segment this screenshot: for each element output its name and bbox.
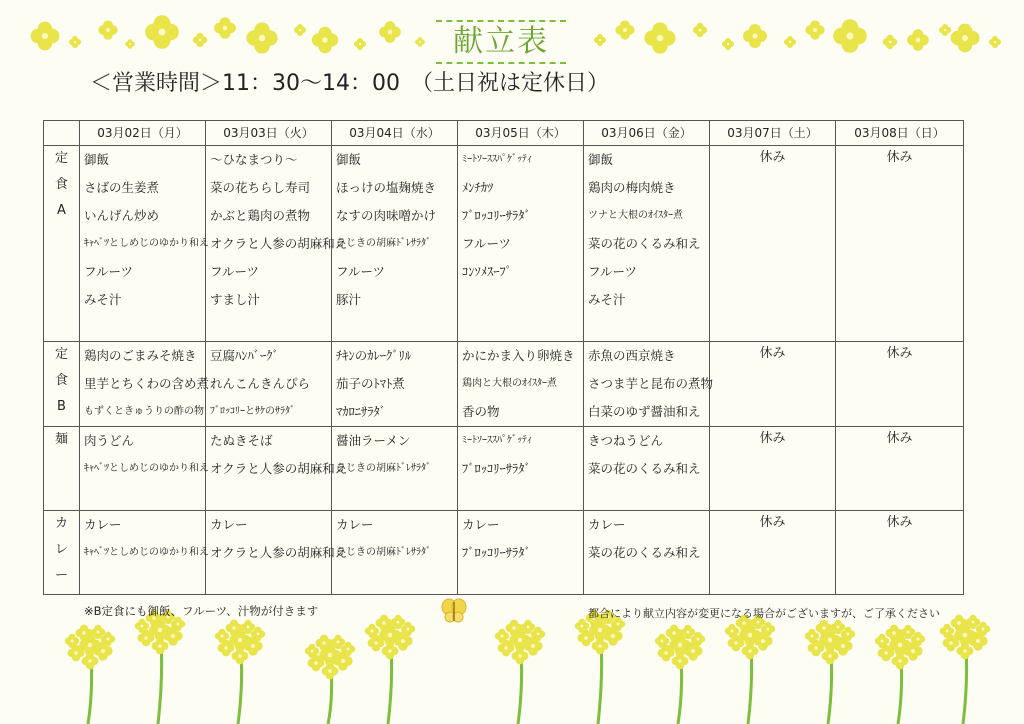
day-header: 03月02日（月） xyxy=(80,121,206,146)
menu-item: れんこんきんぴら xyxy=(210,376,311,391)
menu-row xyxy=(44,342,964,427)
menu-cell xyxy=(206,146,348,342)
menu-cell xyxy=(80,146,209,342)
menu-table xyxy=(43,120,964,595)
menu-item: フルーツ xyxy=(462,236,512,251)
menu-item: オクラと人参の胡麻和え xyxy=(210,461,348,476)
menu-cell xyxy=(584,511,710,595)
menu-cell xyxy=(80,342,210,427)
flower-icon xyxy=(145,15,179,49)
row-label xyxy=(44,511,80,595)
menu-cell xyxy=(458,511,584,595)
flower-icon xyxy=(193,33,207,47)
menu-item: みそ汁 xyxy=(84,292,122,307)
row-label-char: カ xyxy=(54,516,68,531)
menu-cell xyxy=(332,342,458,427)
flower-icon xyxy=(31,22,60,51)
flower-icon xyxy=(98,20,117,39)
menu-cell xyxy=(458,427,584,511)
menu-item: ｷｬﾍﾞﾂとしめじのゆかり和え xyxy=(84,238,209,249)
day-header: 03月06日（金） xyxy=(584,121,710,146)
menu-item: 醤油ラーメン xyxy=(336,433,411,448)
menu-item: ﾁｷﾝのｶﾚｰｸﾞﾘﾙ xyxy=(336,348,412,363)
menu-item: カレー xyxy=(84,517,122,532)
flower-icon xyxy=(125,39,135,49)
flower-icon xyxy=(883,35,897,49)
menu-item: ｺﾝｿﾒｽｰﾌﾟ xyxy=(462,264,513,279)
day-header: 03月05日（木） xyxy=(458,121,584,146)
menu-item: たぬきそば xyxy=(210,433,273,448)
menu-item: ﾌﾞﾛｯｺﾘｰとｻｹのｻﾗﾀﾞ xyxy=(210,406,295,417)
page-title: 献立表 xyxy=(436,20,566,64)
row-label xyxy=(44,427,80,511)
flower-icon xyxy=(722,38,734,50)
menu-cell xyxy=(332,511,458,595)
flower-icon xyxy=(784,36,796,48)
menu-item: ツナと大根のｵｲｽﾀｰ煮 xyxy=(588,210,683,221)
menu-item: 鶏肉のごまみそ焼き xyxy=(84,348,197,363)
menu-cell xyxy=(584,427,710,511)
menu-item: 肉うどん xyxy=(84,433,135,448)
menu-item: ひじきの胡麻ﾄﾞﾚｻﾗﾀﾞ xyxy=(336,547,431,558)
menu-item: フルーツ xyxy=(336,264,386,279)
menu-item: ﾐｰﾄｿｰｽｽﾊﾟｹﾞｯﾃｨ xyxy=(462,154,532,165)
day-header: 03月04日（水） xyxy=(332,121,458,146)
flower-icon xyxy=(693,23,707,37)
row-label-char: ー xyxy=(54,568,68,583)
menu-item: 菜の花のくるみ和え xyxy=(588,545,701,560)
menu-item: かぶと鶏肉の煮物 xyxy=(210,208,311,223)
menu-cell xyxy=(206,427,348,511)
flower-icon xyxy=(907,29,929,51)
flower-icon xyxy=(615,20,634,39)
menu-item: ﾌﾞﾛｯｺﾘｰｻﾗﾀﾞ xyxy=(462,545,531,560)
row-label-char: 定 xyxy=(54,347,68,362)
butterfly-icon xyxy=(440,598,468,624)
flower-icon xyxy=(214,17,236,39)
day-header: 03月03日（火） xyxy=(206,121,332,146)
menu-item: ひじきの胡麻ﾄﾞﾚｻﾗﾀﾞ xyxy=(336,463,431,474)
menu-item: ﾌﾞﾛｯｺﾘｰｻﾗﾀﾞ xyxy=(462,208,531,223)
day-header: 03月08日（日） xyxy=(836,121,964,146)
menu-item: もずくときゅうりの酢の物 xyxy=(84,406,204,417)
menu-item: カレー xyxy=(210,517,248,532)
flower-icon xyxy=(594,34,606,46)
menu-cell xyxy=(332,146,458,342)
menu-item: なすの肉味噌かけ xyxy=(336,208,437,223)
menu-item: 御飯 xyxy=(588,152,614,167)
menu-item: すまし汁 xyxy=(210,292,261,307)
menu-item: フルーツ xyxy=(210,264,260,279)
flower-icon xyxy=(743,24,767,48)
menu-item: ｷｬﾍﾞﾂとしめじのゆかり和え xyxy=(84,463,209,474)
menu-item: ひじきの胡麻ﾄﾞﾚｻﾗﾀﾞ xyxy=(336,238,431,249)
menu-item: フルーツ xyxy=(84,264,134,279)
row-label xyxy=(44,146,80,342)
menu-item: 赤魚の西京焼き xyxy=(588,348,676,363)
menu-item: フルーツ xyxy=(588,264,638,279)
menu-item: 茄子のﾄﾏﾄ煮 xyxy=(336,376,405,391)
row-label-char: 麺 xyxy=(54,432,68,447)
menu-item: 白菜のゆず醤油和え xyxy=(588,404,701,419)
menu-item: かにかま入り卵焼き xyxy=(462,348,575,363)
flower-icon xyxy=(69,36,81,48)
menu-cell xyxy=(458,146,584,342)
menu-item: みそ汁 xyxy=(588,292,626,307)
menu-item: さつま芋と昆布の煮物 xyxy=(588,376,714,391)
row-label-char: レ xyxy=(54,542,68,557)
menu-item: ほっけの塩麹焼き xyxy=(336,180,437,195)
flower-icon xyxy=(354,38,366,50)
menu-row xyxy=(44,146,964,342)
row-label-char: 定 xyxy=(54,151,68,166)
menu-item: カレー xyxy=(588,517,626,532)
menu-item: ｷｬﾍﾞﾂとしめじのゆかり和え xyxy=(84,547,209,558)
menu-cell xyxy=(584,146,710,342)
closed-cell: 休み xyxy=(836,511,964,595)
flower-icon xyxy=(312,27,338,53)
menu-item: オクラと人参の胡麻和え xyxy=(210,545,348,560)
menu-cell xyxy=(80,427,209,511)
menu-item: 菜の花のくるみ和え xyxy=(588,236,701,251)
menu-item: オクラと人参の胡麻和え xyxy=(210,236,348,251)
menu-item: いんげん炒め xyxy=(84,208,160,223)
menu-row xyxy=(44,427,964,511)
closed-cell: 休み xyxy=(710,146,836,342)
menu-cell xyxy=(458,342,584,427)
day-header: 03月07日（土） xyxy=(710,121,836,146)
flower-icon xyxy=(246,22,277,53)
footer-note-left: ※B定食にも御飯、フルーツ、汁物が付きます xyxy=(84,604,319,618)
menu-item: 鶏肉と大根のｵｲｽﾀｰ煮 xyxy=(462,378,557,389)
menu-item: 鶏肉の梅肉焼き xyxy=(588,180,676,195)
menu-cell xyxy=(206,511,348,595)
menu-cell xyxy=(332,427,458,511)
menu-item: 豚汁 xyxy=(336,292,362,307)
flower-icon xyxy=(379,21,401,43)
menu-cell xyxy=(584,342,714,427)
corner-cell xyxy=(44,121,80,146)
flower-icon xyxy=(951,24,980,53)
menu-item: 里芋とちくわの含め煮 xyxy=(84,376,210,391)
menu-item: 香の物 xyxy=(462,404,500,419)
closed-cell: 休み xyxy=(710,427,836,511)
row-label-char: B xyxy=(57,399,66,414)
menu-item: 菜の花のくるみ和え xyxy=(588,461,701,476)
menu-item: きつねうどん xyxy=(588,433,664,448)
menu-item: ﾒﾝﾁｶﾂ xyxy=(462,180,494,195)
row-label xyxy=(44,342,80,427)
flower-icon xyxy=(415,37,425,47)
flower-icon xyxy=(833,19,867,53)
row-label-char: 食 xyxy=(54,373,68,388)
closed-cell: 休み xyxy=(836,342,964,427)
closed-cell: 休み xyxy=(710,342,836,427)
closed-cell: 休み xyxy=(836,427,964,511)
row-label-char: A xyxy=(57,203,66,218)
menu-item: 御飯 xyxy=(84,152,110,167)
closed-cell: 休み xyxy=(710,511,836,595)
closed-cell: 休み xyxy=(836,146,964,342)
menu-item: ～ひなまつり～ xyxy=(210,152,298,167)
flower-icon xyxy=(644,22,675,53)
footer-note-right: 都合により献立内容が変更になる場合がございますが、ご了承ください xyxy=(588,607,940,620)
flower-icon xyxy=(939,24,951,36)
flower-icon xyxy=(989,36,1001,48)
menu-item: 御飯 xyxy=(336,152,362,167)
row-label-char: 食 xyxy=(54,177,68,192)
flower-icon xyxy=(805,20,824,39)
menu-item: カレー xyxy=(336,517,374,532)
menu-row xyxy=(44,511,964,595)
business-hours: ＜営業時間＞11：30～14：00 （土日祝は定休日） xyxy=(90,71,609,96)
menu-item: 菜の花ちらし寿司 xyxy=(210,180,311,195)
header-row xyxy=(44,121,964,146)
menu-item: ﾌﾞﾛｯｺﾘｰｻﾗﾀﾞ xyxy=(462,461,531,476)
menu-item: さばの生姜煮 xyxy=(84,180,160,195)
flower-icon xyxy=(294,24,306,36)
menu-item: ﾐｰﾄｿｰｽｽﾊﾟｹﾞｯﾃｨ xyxy=(462,435,532,446)
menu-cell xyxy=(80,511,209,595)
menu-cell xyxy=(206,342,332,427)
menu-item: カレー xyxy=(462,517,500,532)
menu-item: ﾏｶﾛﾆｻﾗﾀﾞ xyxy=(336,404,387,419)
menu-item: 豆腐ﾊﾝﾊﾞｰｸﾞ xyxy=(210,348,279,363)
